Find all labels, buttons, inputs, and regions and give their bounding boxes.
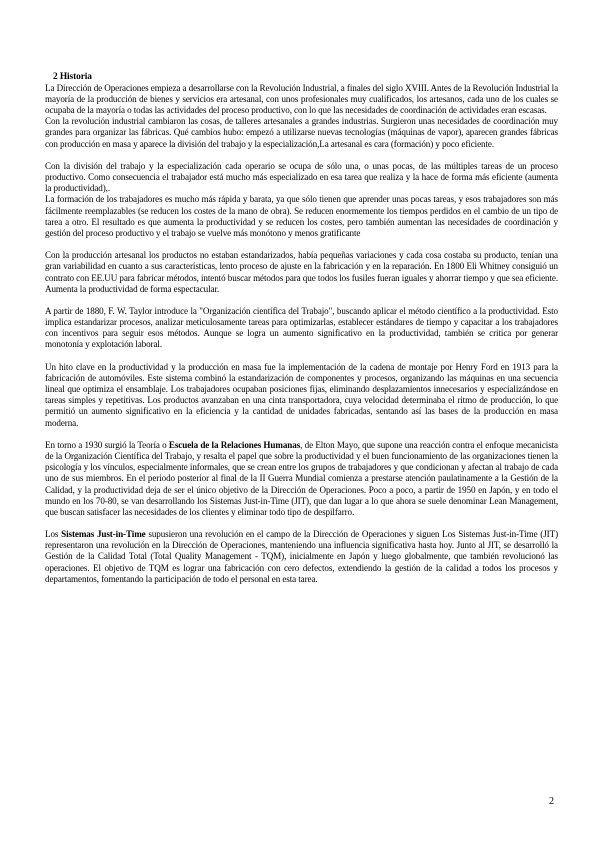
human-relations-school-term: Escuela de la Relaciones Humanas <box>168 440 301 451</box>
paragraph-division-of-labor: Con la división del trabajo y la especialización cada operario se ocupa de sólo una, o unas pocas, de las múltiples tareas de un proceso productivo. Como consecuencia el trabajador está mucho más especializado en esa tarea que realiza y la hace de forma más eficiente (aumenta la productividad),. <box>45 161 558 194</box>
paragraph-spacer <box>45 429 558 441</box>
paragraph-just-in-time <box>45 529 558 584</box>
paragraph-spacer <box>45 518 558 530</box>
jit-text-end: supusieron una revolución en el campo de la Dirección de Operaciones y siguen Los Sistemas Just-in-Time (JIT) representaron una revolución en la Dirección de Operaciones, manteniendo una influencia significativa hasta hoy. Junto al JIT, se desarrolló la Gestión de la Calidad Total (Total Quality Management - TQM), inicialmente en Japón y luego globalmente, que también revolucionó las operaciones. El objetivo de TQM es lograr una fabricación con cero defectos, extendiendo la gestión de la calidad a todos los procesos y departamentos, fomentando la participación de todo el personal en esta tarea. <box>45 529 558 584</box>
section-number: 2 <box>53 72 58 82</box>
jit-text-start: Los <box>45 529 62 540</box>
paragraph-industrial-revolution: Con la revolución industrial cambiaron las cosas, de talleres artesanales a grandes industrias. Surgieron unas necesidades de coordinación muy grandes para organizar las fábricas. Qué cambios hubo: empezó a utilizarse nuevas tecnologías (máquinas de vapor), aparecen grandes fábricas con producción en masa y aparece la división del trabajo y la especialización,La artesanal es cara (formación) y poco eficiente. <box>45 116 558 149</box>
human-relations-text-start: En torno a 1930 surgió la Teoría o <box>45 440 169 451</box>
page-number: 2 <box>549 796 554 807</box>
paragraph-spacer <box>45 295 558 307</box>
paragraph-intro: La Dirección de Operaciones empieza a desarrollarse con la Revolución Industrial, a finales del siglo XVIII. Antes de la Revolución Industrial la mayoría de la producción de bienes y servicios era artesanal, con unos profesionales muy cualificados, los artesanos, cada uno de los cuales se ocupaba de la mayoría o todas las actividades del proceso productivo, con lo que las necesidades de coordinación de actividades eran escasas. <box>45 83 559 116</box>
paragraph-spacer <box>45 150 558 162</box>
section-title: Historia <box>59 72 92 82</box>
human-relations-text-end: , de Elton Mayo, que supone una reacción contra el enfoque mecanicista de la Organización Científica del Trabajo, y resalta el papel que sobre la productividad y el buen funcionamiento de las organizaciones tienen la psicología y los vínculos, especialmente informales, que se crean entre los grupos de trabajadores y que condicionan y afectan al trabajo de cada uno de sus miembros. En el periodo posterior al final de la II Guerra Mundial comienza a prestarse atención paulatinamente a la Gestión de la Calidad, y la productividad deja de ser el único objetivo de la Dirección de Operaciones. Poco a poco, a partir de 1950 en Japón, y en todo el mundo en los 70-80, se van desarrollando los Sistemas Just-in-Time (JIT), que dan lugar a lo que ahora se suele denominar Lean Management, que buscan satisfacer las necesidades de los clientes y eliminar todo tipo de despilfarro. <box>45 440 558 517</box>
paragraph-spacer <box>45 351 558 363</box>
paragraph-human-relations <box>45 440 558 518</box>
paragraph-standardization: Con la producción artesanal los productos no estaban estandarizados, había pequeñas variaciones y cada cosa costaba su producto, tenían una gran variabilidad en cuanto a sus características, lento proceso de ajuste en la fabricación y en la reparación. En 1800 Eli Whitney consiguió un contrato con EE.UU para fabricar métodos, intentó buscar métodos para que todos los fusiles fueran iguales y ahorrar tiempo y que sea eficiente. Aumenta la productividad de forma espectacular. <box>45 250 558 294</box>
paragraph-spacer <box>45 239 558 251</box>
section-heading <box>53 72 558 83</box>
jit-systems-term: Sistemas Just-in-Time <box>61 529 146 540</box>
paragraph-taylor: A partir de 1880, F. W. Taylor introduce la "Organización científica del Trabajo", buscando aplicar el método científico a la productividad. Esto implica estandarizar procesos, analizar meticulosamente tareas para optimizarlas, establecer estándares de tiempo y capacitar a los trabajadores con incentivos para seguir esos métodos. Aunque se logra un aumento significativo en la productividad, también se critica por generar monotonía y explotación laboral. <box>45 306 558 350</box>
paragraph-ford: Un hito clave en la productividad y la producción en masa fue la implementación de la cadena de montaje por Henry Ford en 1913 para la fabricación de automóviles. Este sistema combinó la estandarización de componentes y procesos, organizando las máquinas en una secuencia lineal que optimiza el ensamblaje. Los trabajadores ocupaban posiciones fijas, eliminando desplazamientos innecesarios y especializándose en tareas simples y repetitivas. Los productos avanzaban en una cinta transportadora, cuya velocidad determinaba el ritmo de producción, lo que permitió un aumento significativo en la eficiencia y la cantidad de unidades fabricadas, sentando así las bases de la producción en masa moderna. <box>45 362 558 428</box>
paragraph-worker-training: La formación de los trabajadores es mucho más rápida y barata, ya que sólo tienen que aprender unas pocas tareas, y esos trabajadores son más fácilmente reemplazables (se reducen los costes de la mano de obra). Se reducen enormemente los tiempos perdidos en el cambio de un tipo de tarea a otro. El resultado es que aumenta la productividad y se reducen los costes, pero también aumentan las necesidades de coordinación y gestión del proceso productivo y el trabajo se vuelve más monótono y menos gratificante <box>45 194 558 238</box>
document-body <box>45 72 558 585</box>
